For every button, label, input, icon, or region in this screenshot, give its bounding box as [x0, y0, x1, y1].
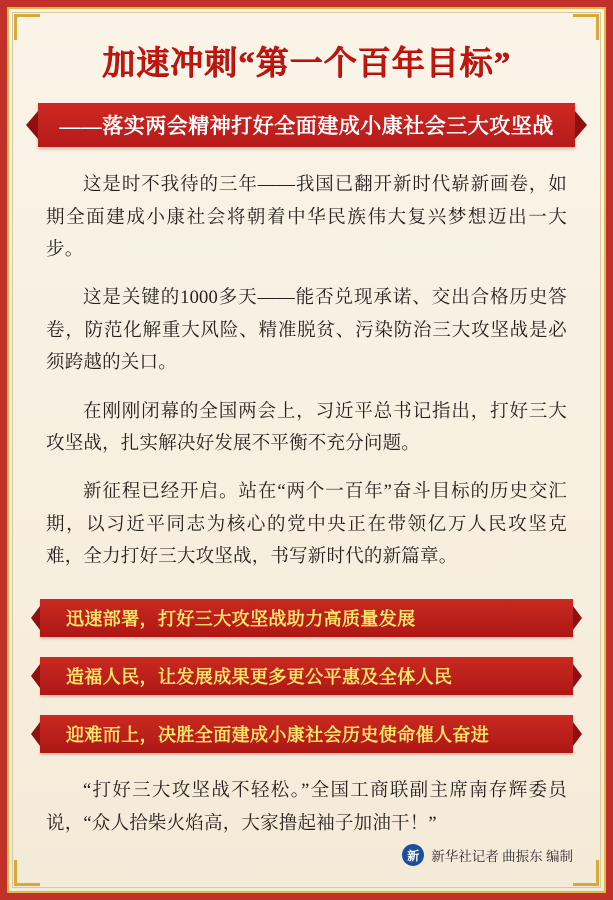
highlight-banner-text: 迅速部署，打好三大攻坚战助力高质量发展 [66, 609, 416, 630]
paragraph: 这是时不我待的三年——我国已翻开新时代崭新画卷，如期全面建成小康社会将朝着中华民族伟大复兴梦想迈出一大步。 [46, 175, 567, 260]
subtitle-ribbon-body [38, 103, 575, 147]
credit-text: 新华社记者 曲振东 编制 [431, 849, 573, 864]
page-title: 加速冲刺“第一个百年目标” [102, 46, 511, 82]
subtitle-text: ——落实两会精神打好全面建成小康社会三大攻坚战 [59, 114, 554, 139]
paragraph: 在刚刚闭幕的全国两会上，习近平总书记指出，打好三大攻坚战，扎实解决好发展不平衡不充分问题。 [46, 401, 567, 454]
highlight-banner-text: 造福人民，让发展成果更多更公平惠及全体人民 [66, 667, 453, 688]
highlight-banner [40, 599, 573, 637]
highlight-banner [40, 715, 573, 753]
paragraph: 这是关键的1000多天——能否兑现承诺、交出合格历史答卷，防范化解重大风险、精准脱贫、污染防治三大攻坚战是必须跨越的关口。 [46, 288, 567, 374]
paragraph: “打好三大攻坚战不轻松。”全国工商联副主席南存辉委员说，“众人拾柴火焰高，大家撸起袖子加油干！” [46, 781, 567, 834]
credit-line [402, 844, 573, 866]
subtitle-ribbon [34, 103, 579, 147]
highlight-banner-text: 迎难而上，决胜全面建成小康社会历史使命催人奋进 [66, 725, 490, 746]
paragraph: 新征程已经开启。站在“两个一百年”奋斗目标的历史交汇期，以习近平同志为核心的党中央正在带领亿万人民攻坚克难，全力打好三大攻坚战，书写新时代的新篇章。 [46, 482, 567, 567]
xinhua-logo-icon: 新 [402, 844, 424, 866]
highlight-banner-list [34, 599, 579, 753]
closing-quote [34, 775, 579, 840]
highlight-banner [40, 657, 573, 695]
body-paragraphs [34, 169, 579, 573]
